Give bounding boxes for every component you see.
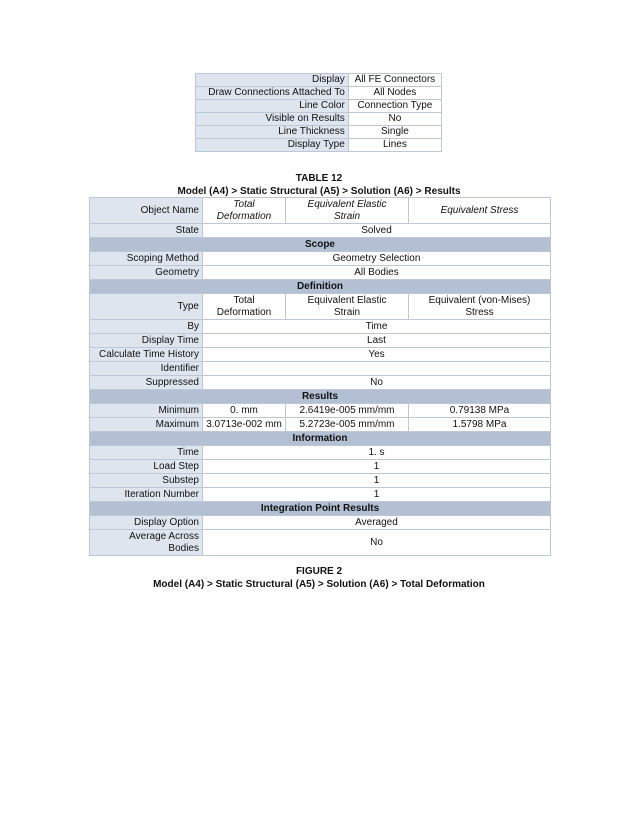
row-label: Scoping Method xyxy=(90,252,203,266)
value-cell: 1 xyxy=(203,460,551,474)
row-label: Time xyxy=(90,446,203,460)
table-row xyxy=(90,198,551,224)
row-label: Suppressed xyxy=(90,376,203,390)
table-label: TABLE 12 xyxy=(295,173,343,184)
section-header-row xyxy=(90,280,551,294)
table-row xyxy=(196,87,442,100)
table-row xyxy=(90,252,551,266)
value-cell: Total Deformation xyxy=(203,294,286,320)
row-label: Identifier xyxy=(90,362,203,376)
value-cell: 0.79138 MPa xyxy=(409,404,551,418)
value-cell: 1 xyxy=(203,488,551,502)
table-row xyxy=(196,139,442,152)
setting-value: All FE Connectors xyxy=(348,74,441,87)
table-row xyxy=(90,334,551,348)
section-header-row xyxy=(90,502,551,516)
value-cell: Time xyxy=(203,320,551,334)
value-cell: Averaged xyxy=(203,516,551,530)
object-cell: Total Deformation xyxy=(203,198,286,224)
figure-2-caption xyxy=(0,565,638,591)
row-label: Substep xyxy=(90,474,203,488)
table-row xyxy=(196,74,442,87)
object-cell: Equivalent Elastic Strain xyxy=(286,198,409,224)
value-cell: Geometry Selection xyxy=(203,252,551,266)
setting-value: All Nodes xyxy=(348,87,441,100)
table-row xyxy=(90,530,551,556)
row-label: Display Time xyxy=(90,334,203,348)
object-cell: Equivalent Stress xyxy=(409,198,551,224)
row-label: State xyxy=(90,224,203,238)
value-cell: 5.2723e-005 mm/mm xyxy=(286,418,409,432)
row-label: Maximum xyxy=(90,418,203,432)
row-label: Geometry xyxy=(90,266,203,280)
section-header: Information xyxy=(90,432,551,446)
table-row xyxy=(90,418,551,432)
section-header: Results xyxy=(90,390,551,404)
table-row xyxy=(196,100,442,113)
value-cell: Solved xyxy=(203,224,551,238)
setting-value: Single xyxy=(348,126,441,139)
row-label: Type xyxy=(90,294,203,320)
table-row xyxy=(90,460,551,474)
setting-label: Line Thickness xyxy=(196,126,349,139)
table-row xyxy=(90,376,551,390)
value-cell: Equivalent (von-Mises) Stress xyxy=(409,294,551,320)
row-label: Minimum xyxy=(90,404,203,418)
value-cell: Yes xyxy=(203,348,551,362)
table-12-caption xyxy=(0,172,638,198)
section-header-row xyxy=(90,238,551,252)
setting-label: Display xyxy=(196,74,349,87)
section-header-row xyxy=(90,390,551,404)
setting-label: Draw Connections Attached To xyxy=(196,87,349,100)
section-header: Scope xyxy=(90,238,551,252)
value-cell: 1 xyxy=(203,474,551,488)
table-row xyxy=(90,446,551,460)
value-cell: 2.6419e-005 mm/mm xyxy=(286,404,409,418)
value-cell: All Bodies xyxy=(203,266,551,280)
results-table xyxy=(89,197,551,556)
setting-value: Connection Type xyxy=(348,100,441,113)
setting-value: No xyxy=(348,113,441,126)
value-cell: 1. s xyxy=(203,446,551,460)
row-label: Load Step xyxy=(90,460,203,474)
table-row xyxy=(90,320,551,334)
table-row xyxy=(90,348,551,362)
table-row xyxy=(90,474,551,488)
table-row xyxy=(90,516,551,530)
setting-label: Visible on Results xyxy=(196,113,349,126)
row-label: Iteration Number xyxy=(90,488,203,502)
row-label: Calculate Time History xyxy=(90,348,203,362)
value-cell: No xyxy=(203,376,551,390)
value-cell: No xyxy=(203,530,551,556)
setting-value: Lines xyxy=(348,139,441,152)
table-row xyxy=(196,113,442,126)
table-row xyxy=(90,404,551,418)
value-cell: 3.0713e-002 mm xyxy=(203,418,286,432)
figure-title: Model (A4) > Static Structural (A5) > Solution (A6) > Total Deformation xyxy=(153,579,485,590)
table-row xyxy=(90,362,551,376)
row-label: Display Option xyxy=(90,516,203,530)
section-header-row xyxy=(90,432,551,446)
value-cell: 1.5798 MPa xyxy=(409,418,551,432)
row-label: Object Name xyxy=(90,198,203,224)
value-cell xyxy=(203,362,551,376)
setting-label: Line Color xyxy=(196,100,349,113)
table-title: Model (A4) > Static Structural (A5) > Solution (A6) > Results xyxy=(177,186,461,197)
section-header: Definition xyxy=(90,280,551,294)
table-row xyxy=(90,266,551,280)
value-cell: 0. mm xyxy=(203,404,286,418)
table-row xyxy=(196,126,442,139)
row-label: Average Across Bodies xyxy=(90,530,203,556)
value-cell: Last xyxy=(203,334,551,348)
table-row xyxy=(90,488,551,502)
display-settings-table xyxy=(195,73,442,152)
section-header: Integration Point Results xyxy=(90,502,551,516)
row-label: By xyxy=(90,320,203,334)
table-row xyxy=(90,294,551,320)
table-row xyxy=(90,224,551,238)
figure-label: FIGURE 2 xyxy=(295,566,343,577)
setting-label: Display Type xyxy=(196,139,349,152)
value-cell: Equivalent Elastic Strain xyxy=(286,294,409,320)
